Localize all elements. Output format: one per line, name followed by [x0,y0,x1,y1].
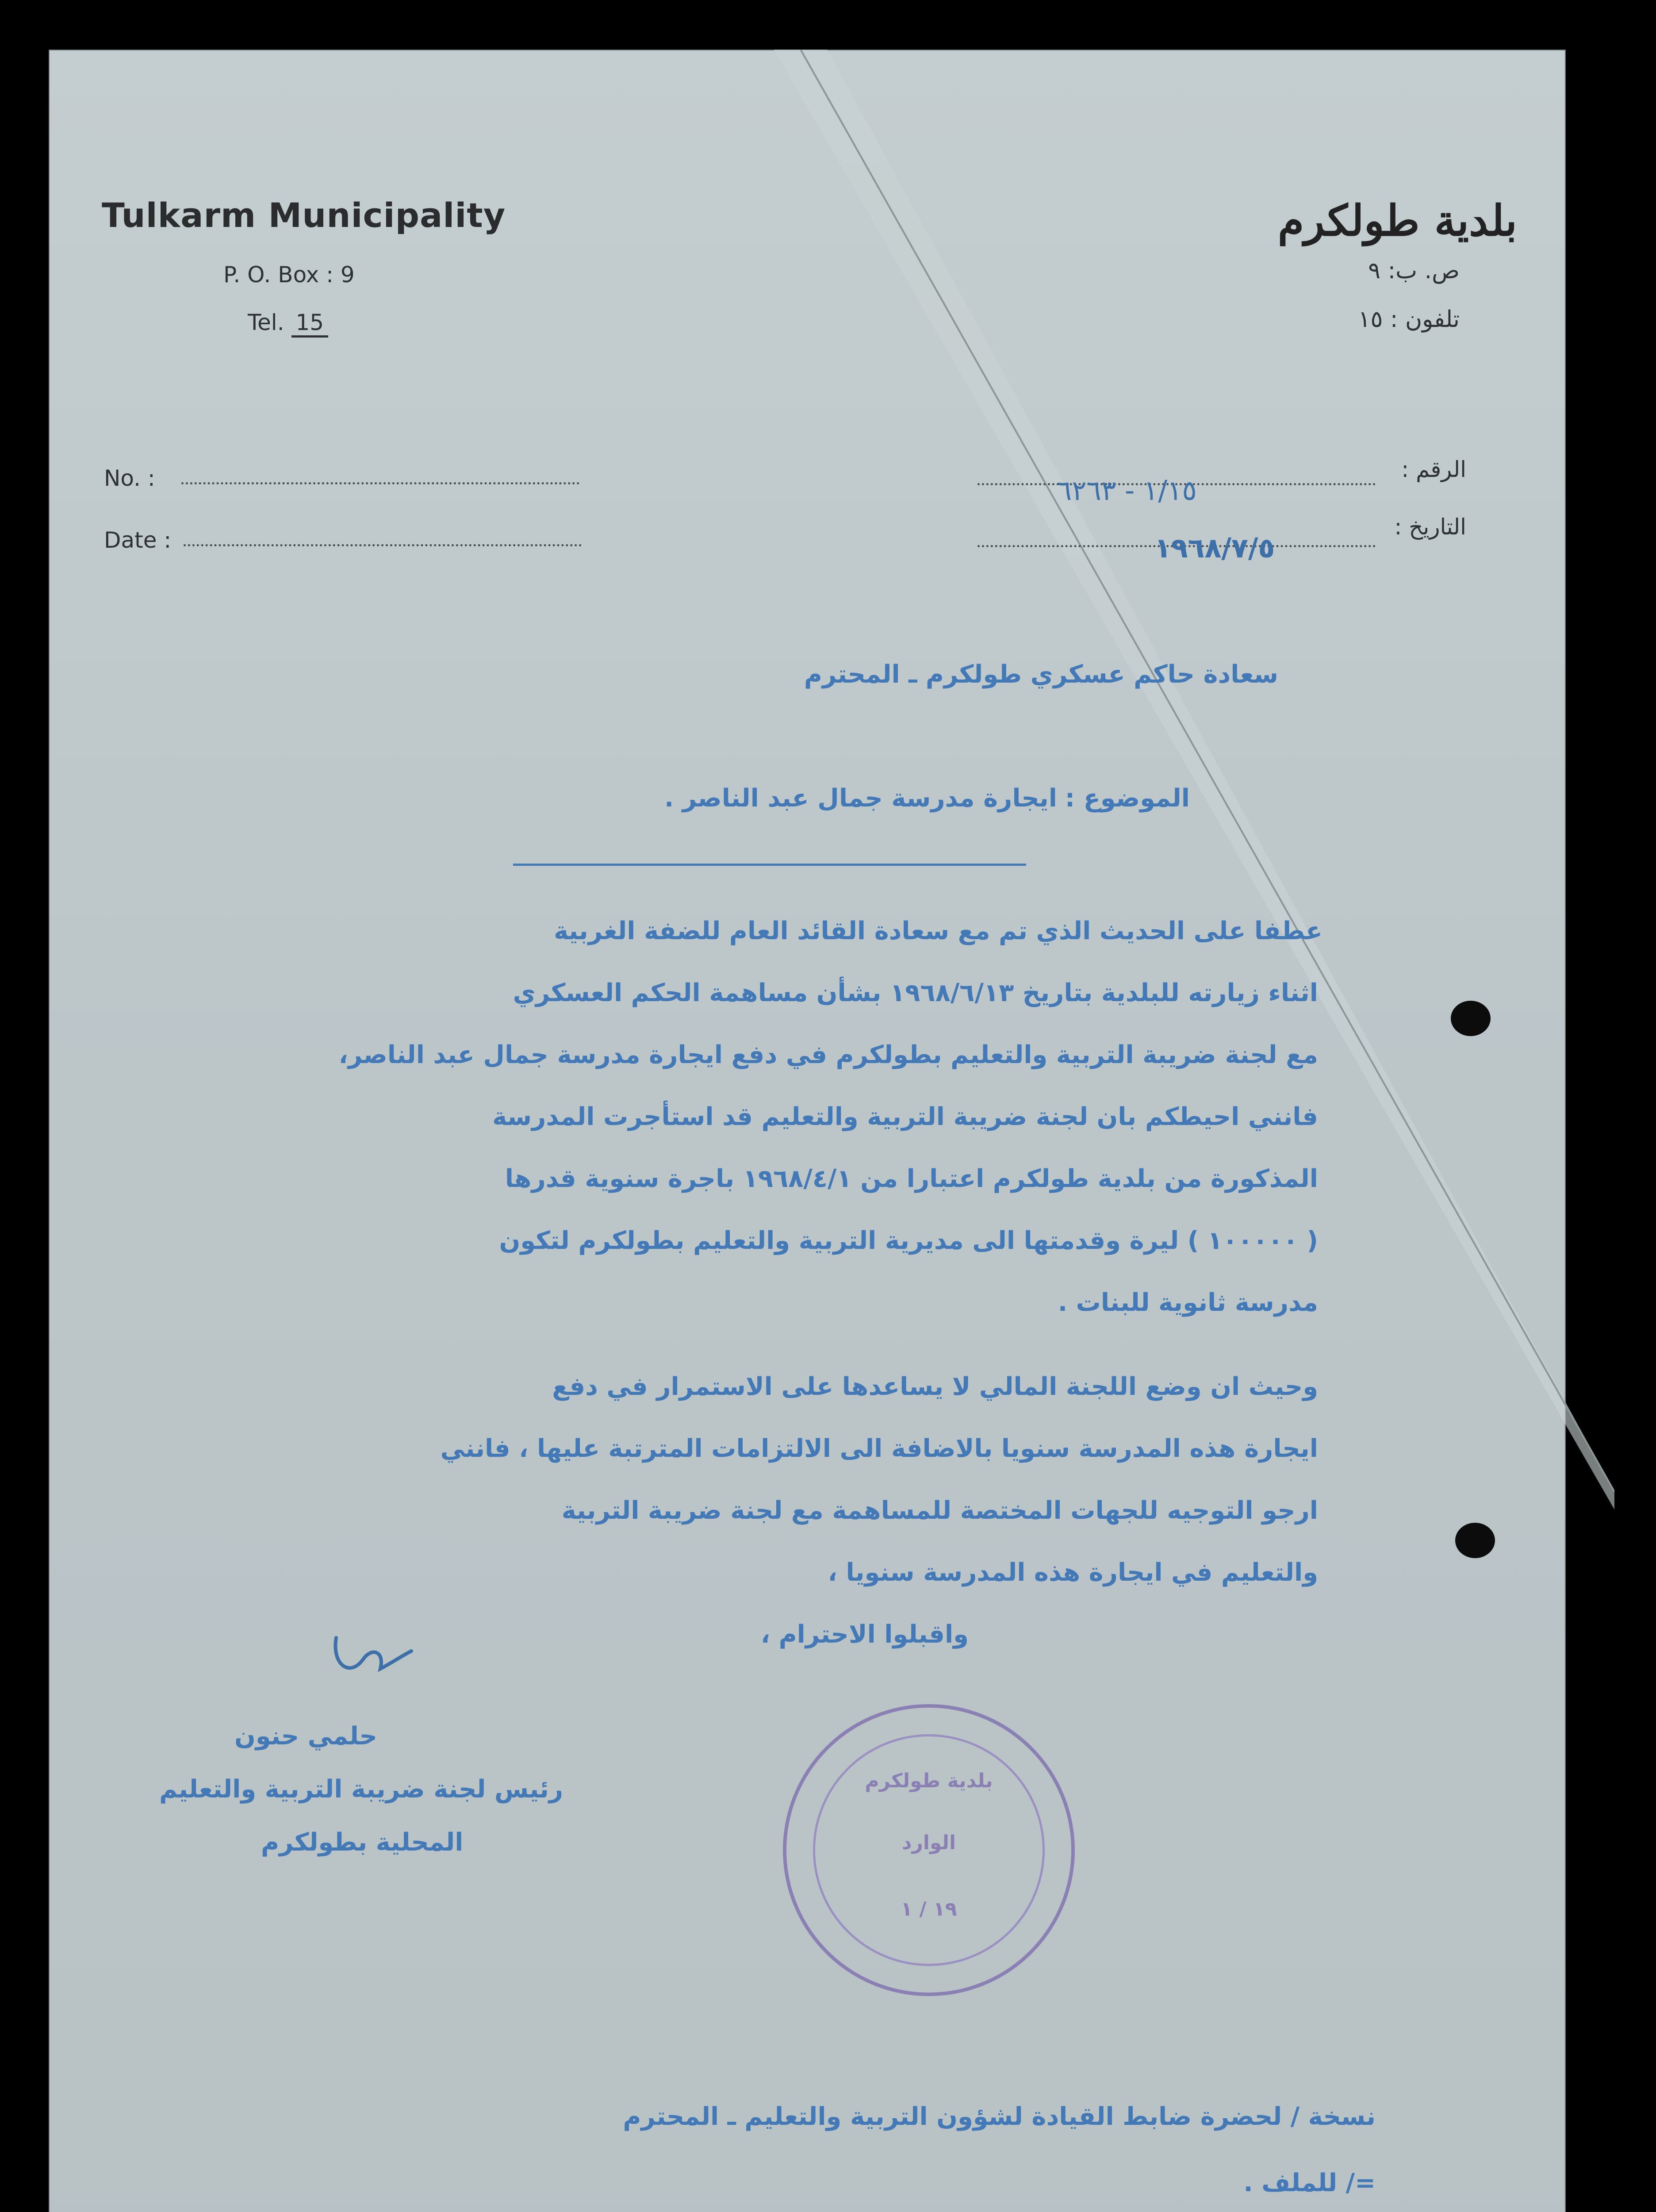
signatory-title-line1: رئيس لجنة ضريبة التربية والتعليم [159,1775,564,1804]
body-line-8: وحيث ان وضع اللجنة المالي لا يساعدها على الاستمرار في دفع [552,1372,1318,1401]
no-label-arabic: الرقم : [1401,457,1466,482]
punch-hole-lower [1455,1523,1495,1558]
stamp-middle-text: الوارد [901,1832,956,1854]
signature-scribble [323,1624,420,1686]
subject-underline [513,864,1026,866]
no-field-line [181,482,579,484]
body-line-6: ( ١٠٠٠٠٠ ) ليرة وقدمتها الى مديرية التربية والتعليم بطولكرم لتكون [499,1226,1318,1255]
municipality-stamp [783,1704,1075,1996]
body-line-5: المذكورة من بلدية طولكرم اعتبارا من ١٩٦٨/٤/١ باجرة سنوية قدرها [505,1164,1318,1193]
document-page [49,50,1566,2212]
stamp-bottom-text: ١٩ / ١ [901,1898,957,1920]
body-line-3: مع لجنة ضريبة التربية والتعليم بطولكرم في دفع ايجارة مدرسة جمال عبد الناصر، [338,1041,1318,1069]
letterhead-english-tel [248,310,328,338]
body-line-4: فانني احيطكم بان لجنة ضريبة التربية والتعليم قد استأجرت المدرسة [492,1102,1318,1131]
tel-number: 15 [291,310,329,338]
punch-hole-upper [1451,1001,1491,1036]
letterhead-arabic-pobox: ص. ب: ٩ [1368,257,1460,284]
subject: ايجارة مدرسة جمال عبد الناصر . [664,784,1057,813]
letterhead-arabic-title: بلدية طولكرم [1277,196,1517,246]
addressee: سعادة حاكم عسكري طولكرم ـ المحترم [804,660,1278,689]
letterhead-arabic-tel: تلفون : ١٥ [1358,306,1460,333]
signatory-name: حلمي حنون [234,1722,378,1751]
copy-line-2: =/ للملف . [1243,2169,1376,2197]
date-field-line [184,544,582,546]
subject-label: الموضوع : [1065,784,1190,813]
body-line-1: عطفا على الحديث الذي تم مع سعادة القائد العام للضفة الغربية [553,917,1322,945]
date-label-arabic: التاريخ : [1394,514,1466,540]
tel-label: Tel. [248,310,284,335]
body-line-9: ايجارة هذه المدرسة سنويا بالاضافة الى الالتزامات المترتبة عليها ، فانني [440,1434,1318,1463]
letterhead-english-title: Tulkarm Municipality [102,196,506,235]
body-line-7: مدرسة ثانوية للبنات . [1058,1288,1318,1317]
no-label-english: No. : [104,465,155,491]
signatory-title-line2: المحلية بطولكرم [261,1828,464,1857]
copy-line-1: نسخة / لحضرة ضابط القيادة لشؤون التربية والتعليم ـ المحترم [623,2102,1376,2131]
closing: واقبلوا الاحترام ، [760,1620,969,1649]
reference-date: ١٩٦٨/٧/٥ [1154,532,1275,564]
reference-number: ١/١٥ - ٦٢٦٣ [1057,474,1197,507]
body-line-10: ارجو التوجيه للجهات المختصة للمساهمة مع لجنة ضريبة التربية [561,1496,1318,1525]
body-line-11: والتعليم في ايجارة هذه المدرسة سنويا ، [828,1558,1318,1587]
stamp-top-text: بلدية طولكرم [865,1770,993,1792]
letterhead-english-pobox: P. O. Box : 9 [223,262,355,288]
body-line-2: اثناء زيارته للبلدية بتاريخ ١٩٦٨/٦/١٣ بشأن مساهمة الحكم العسكري [513,979,1318,1007]
date-label-english: Date : [104,527,172,553]
